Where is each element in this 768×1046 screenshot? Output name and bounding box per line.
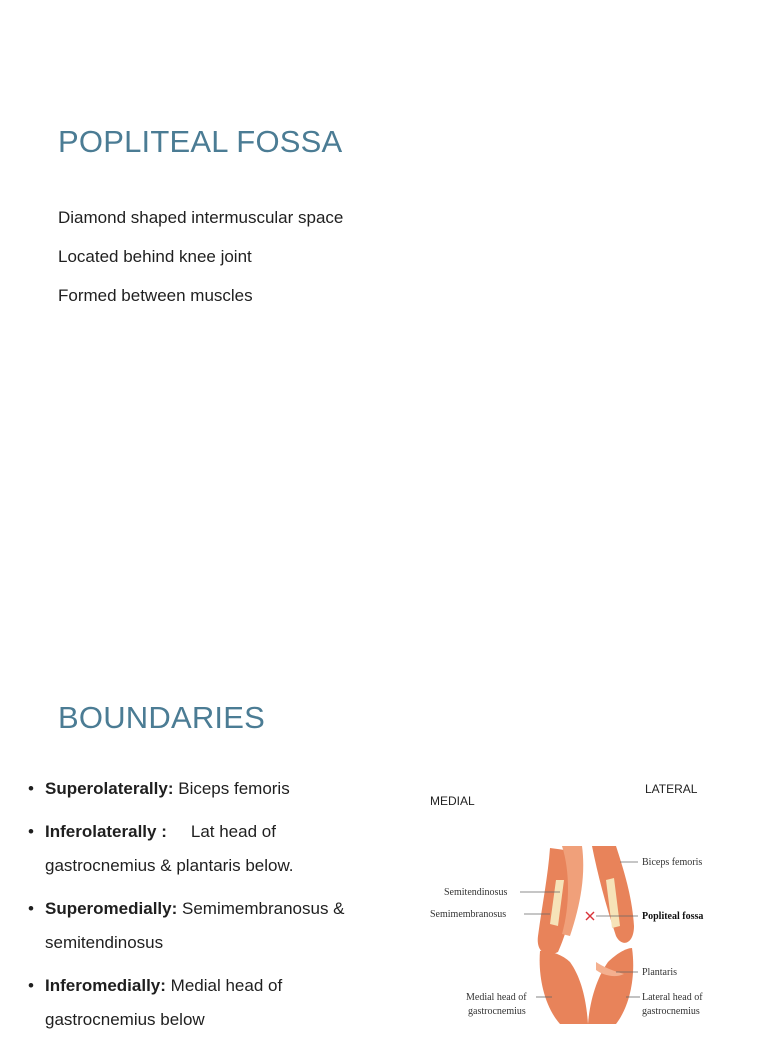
popliteal-fossa-marker bbox=[586, 912, 594, 920]
boundary-label: Inferolaterally : bbox=[45, 822, 167, 841]
boundary-label: Superolaterally: bbox=[45, 779, 174, 798]
medial-gastrocnemius bbox=[540, 951, 588, 1024]
popliteal-fossa-diagram bbox=[420, 776, 730, 1024]
slide-title-boundaries: BOUNDARIES bbox=[58, 700, 265, 735]
boundary-text: Biceps femoris bbox=[178, 779, 290, 798]
anatomy-illustration bbox=[420, 776, 730, 1024]
boundary-label: Inferomedially: bbox=[45, 976, 166, 995]
boundary-text: Semimembranosus & semitendinosus bbox=[45, 899, 345, 952]
medial-label: MEDIAL bbox=[430, 794, 475, 808]
boundaries-list bbox=[28, 772, 388, 1046]
boundary-item bbox=[28, 815, 388, 883]
label-semitendinosus: Semitendinosus bbox=[444, 887, 508, 898]
slide-title-popliteal-fossa: POPLITEAL FOSSA bbox=[58, 124, 343, 159]
label-biceps-femoris: Biceps femoris bbox=[642, 857, 703, 868]
boundary-item bbox=[28, 772, 388, 806]
intro-line: Diamond shaped intermuscular space bbox=[58, 208, 344, 227]
intro-line: Formed between muscles bbox=[58, 286, 253, 305]
boundary-label: Superomedially: bbox=[45, 899, 178, 918]
intro-text bbox=[58, 198, 343, 315]
boundary-text: Lat head of gastrocnemius & plantaris below. bbox=[45, 822, 294, 875]
intro-line: Located behind knee joint bbox=[58, 247, 252, 266]
boundary-text: Medial head of gastrocnemius below bbox=[45, 976, 283, 1029]
label-lateral-head-1: Lateral head of bbox=[642, 992, 703, 1003]
boundary-item bbox=[28, 969, 388, 1037]
label-popliteal-fossa: Popliteal fossa bbox=[642, 911, 704, 922]
label-plantaris: Plantaris bbox=[642, 967, 677, 978]
label-lateral-head-2: gastrocnemius bbox=[642, 1006, 700, 1017]
boundary-item bbox=[28, 892, 388, 960]
label-semimembranosus: Semimembranosus bbox=[430, 909, 507, 920]
lateral-gastrocnemius bbox=[588, 948, 633, 1024]
lateral-label: LATERAL bbox=[645, 782, 698, 796]
label-medial-head-2: gastrocnemius bbox=[468, 1006, 526, 1017]
label-medial-head-1: Medial head of bbox=[466, 992, 527, 1003]
